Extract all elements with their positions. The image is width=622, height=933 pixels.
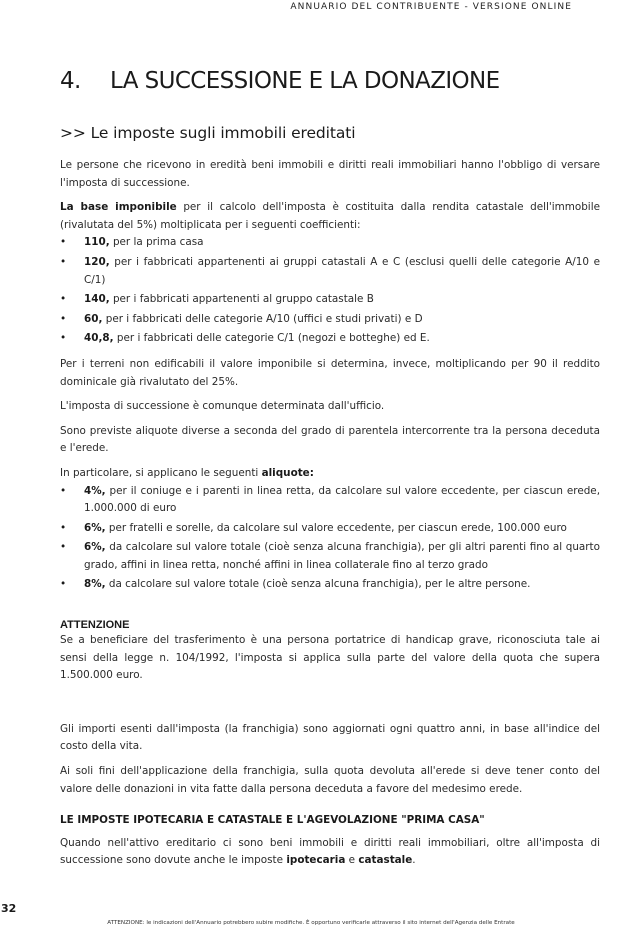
base-imponibile-bold: La base imponibile	[60, 201, 177, 214]
coefficients-list	[60, 234, 600, 348]
main-content	[60, 157, 600, 877]
list-item	[60, 254, 600, 289]
coefficient-value: 60,	[84, 312, 103, 325]
rate-value: 8%,	[84, 578, 106, 591]
chapter-title	[60, 68, 500, 94]
ipotecaria-end: .	[412, 854, 416, 867]
rates-list	[60, 483, 600, 595]
running-header: ANNUARIO DEL CONTRIBUENTE - VERSIONE ONLINE	[290, 2, 572, 12]
rate-text: da calcolare sul valore totale (cioè senza alcuna franchigia), per le altre persone.	[105, 578, 531, 591]
terreni-paragraph: Per i terreni non edificabili il valore imponibile si determina, invece, moltiplicando per 90 il reddito dominicale già rivalutato del 25%.	[60, 357, 600, 388]
rate-value: 6%,	[84, 541, 106, 554]
franchigia-paragraph-2: Ai soli fini dell'applicazione della franchigia, sulla quota devoluta all'erede si deve tener conto del valore delle donazioni in vita fatte dalla persona deceduta a favore del medesimo erede.	[60, 765, 600, 795]
particolare-text: In particolare, si applicano le seguenti	[60, 466, 262, 479]
list-item	[60, 539, 600, 574]
coefficient-value: 110,	[84, 236, 110, 249]
rate-text: per fratelli e sorelle, da calcolare sul valore eccedente, per ciascun erede, 100.000 euro	[105, 521, 567, 534]
coefficient-text: per i fabbricati delle categorie A/10 (uffici e studi privati) e D	[102, 312, 423, 325]
aliquote-intro-paragraph: Sono previste aliquote diverse a seconda del grado di parentela intercorrente tra la persona deceduta e l'erede.	[60, 424, 600, 455]
chapter-number: 4.	[60, 68, 81, 94]
base-imponibile-paragraph	[60, 199, 600, 234]
list-item	[60, 291, 600, 309]
coefficient-text: per i fabbricati appartenenti al gruppo catastale B	[109, 293, 374, 306]
ipotecaria-paragraph	[60, 835, 600, 870]
page-number: 32	[1, 902, 17, 915]
coefficient-text: per i fabbricati delle categorie C/1 (negozi e botteghe) ed E.	[113, 332, 430, 345]
aliquote-bold: aliquote:	[261, 466, 314, 479]
rate-value: 6%,	[84, 521, 106, 534]
ipotecaria-bold: ipotecaria	[286, 854, 346, 867]
list-item	[60, 576, 600, 594]
particolare-paragraph	[60, 465, 600, 483]
coefficient-value: 120,	[84, 255, 110, 268]
list-item	[60, 483, 600, 518]
base-imponibile-text: per il calcolo dell'imposta è costituita dalla rendita catastale dell'immobile (rivalutata del 5%) moltiplicata per i seguenti coefficienti:	[60, 201, 600, 231]
intro-paragraph: Le persone che ricevono in eredità beni immobili e diritti reali immobiliari hanno l'obbligo di versare l'imposta di successione.	[60, 159, 600, 189]
attention-paragraph: Se a beneficiare del trasferimento è una persona portatrice di handicap grave, riconosciuta tale ai sensi della legge n. 104/1992, l'imposta si applica sulla parte del valore della quota che supera 1.500.000 euro.	[60, 634, 600, 682]
chapter-title-text: LA SUCCESSIONE E LA DONAZIONE	[110, 68, 500, 94]
coefficient-value: 40,8,	[84, 332, 114, 345]
ufficio-paragraph: L'imposta di successione è comunque determinata dall'ufficio.	[60, 400, 385, 413]
rate-text: da calcolare sul valore totale (cioè senza alcuna franchigia), per gli altri parenti fino al quarto grado, affini in linea retta, nonché affini in linea collaterale fino al terzo grado	[84, 541, 600, 571]
coefficient-text: per la prima casa	[109, 236, 204, 249]
list-item	[60, 311, 600, 329]
ipotecaria-text: Quando nell'attivo ereditario ci sono beni immobili e diritti reali immobiliari, oltre all'imposta di successione sono dovute anche le imposte	[60, 836, 600, 867]
footer-note: ATTENZIONE: le indicazioni dell'Annuario potrebbero subire modifiche. È opportuno verificarle attraverso il sito internet dell'Agenzia delle Entrate	[107, 920, 515, 926]
ipotecaria-mid: e	[345, 854, 359, 867]
coefficient-value: 140,	[84, 293, 110, 306]
list-item	[60, 520, 600, 538]
catastale-bold: catastale	[358, 854, 413, 867]
rate-text: per il coniuge e i parenti in linea retta, da calcolare sul valore eccedente, per ciascun erede, 1.000.000 di euro	[84, 484, 600, 515]
franchigia-paragraph-1: Gli importi esenti dall'imposta (la franchigia) sono aggiornati ogni quattro anni, in base all'indice del costo della vita.	[60, 722, 600, 753]
section-title: >> Le imposte sugli immobili ereditati	[60, 124, 356, 142]
coefficient-text: per i fabbricati appartenenti ai gruppi catastali A e C (esclusi quelli delle categorie A/10 e C/1)	[84, 255, 600, 286]
rate-value: 4%,	[84, 484, 106, 497]
ipotecaria-heading: LE IMPOSTE IPOTECARIA E CATASTALE E L'AGEVOLAZIONE "PRIMA CASA"	[60, 814, 485, 827]
attention-heading: ATTENZIONE	[60, 619, 130, 632]
list-item	[60, 330, 600, 348]
list-item	[60, 234, 600, 252]
